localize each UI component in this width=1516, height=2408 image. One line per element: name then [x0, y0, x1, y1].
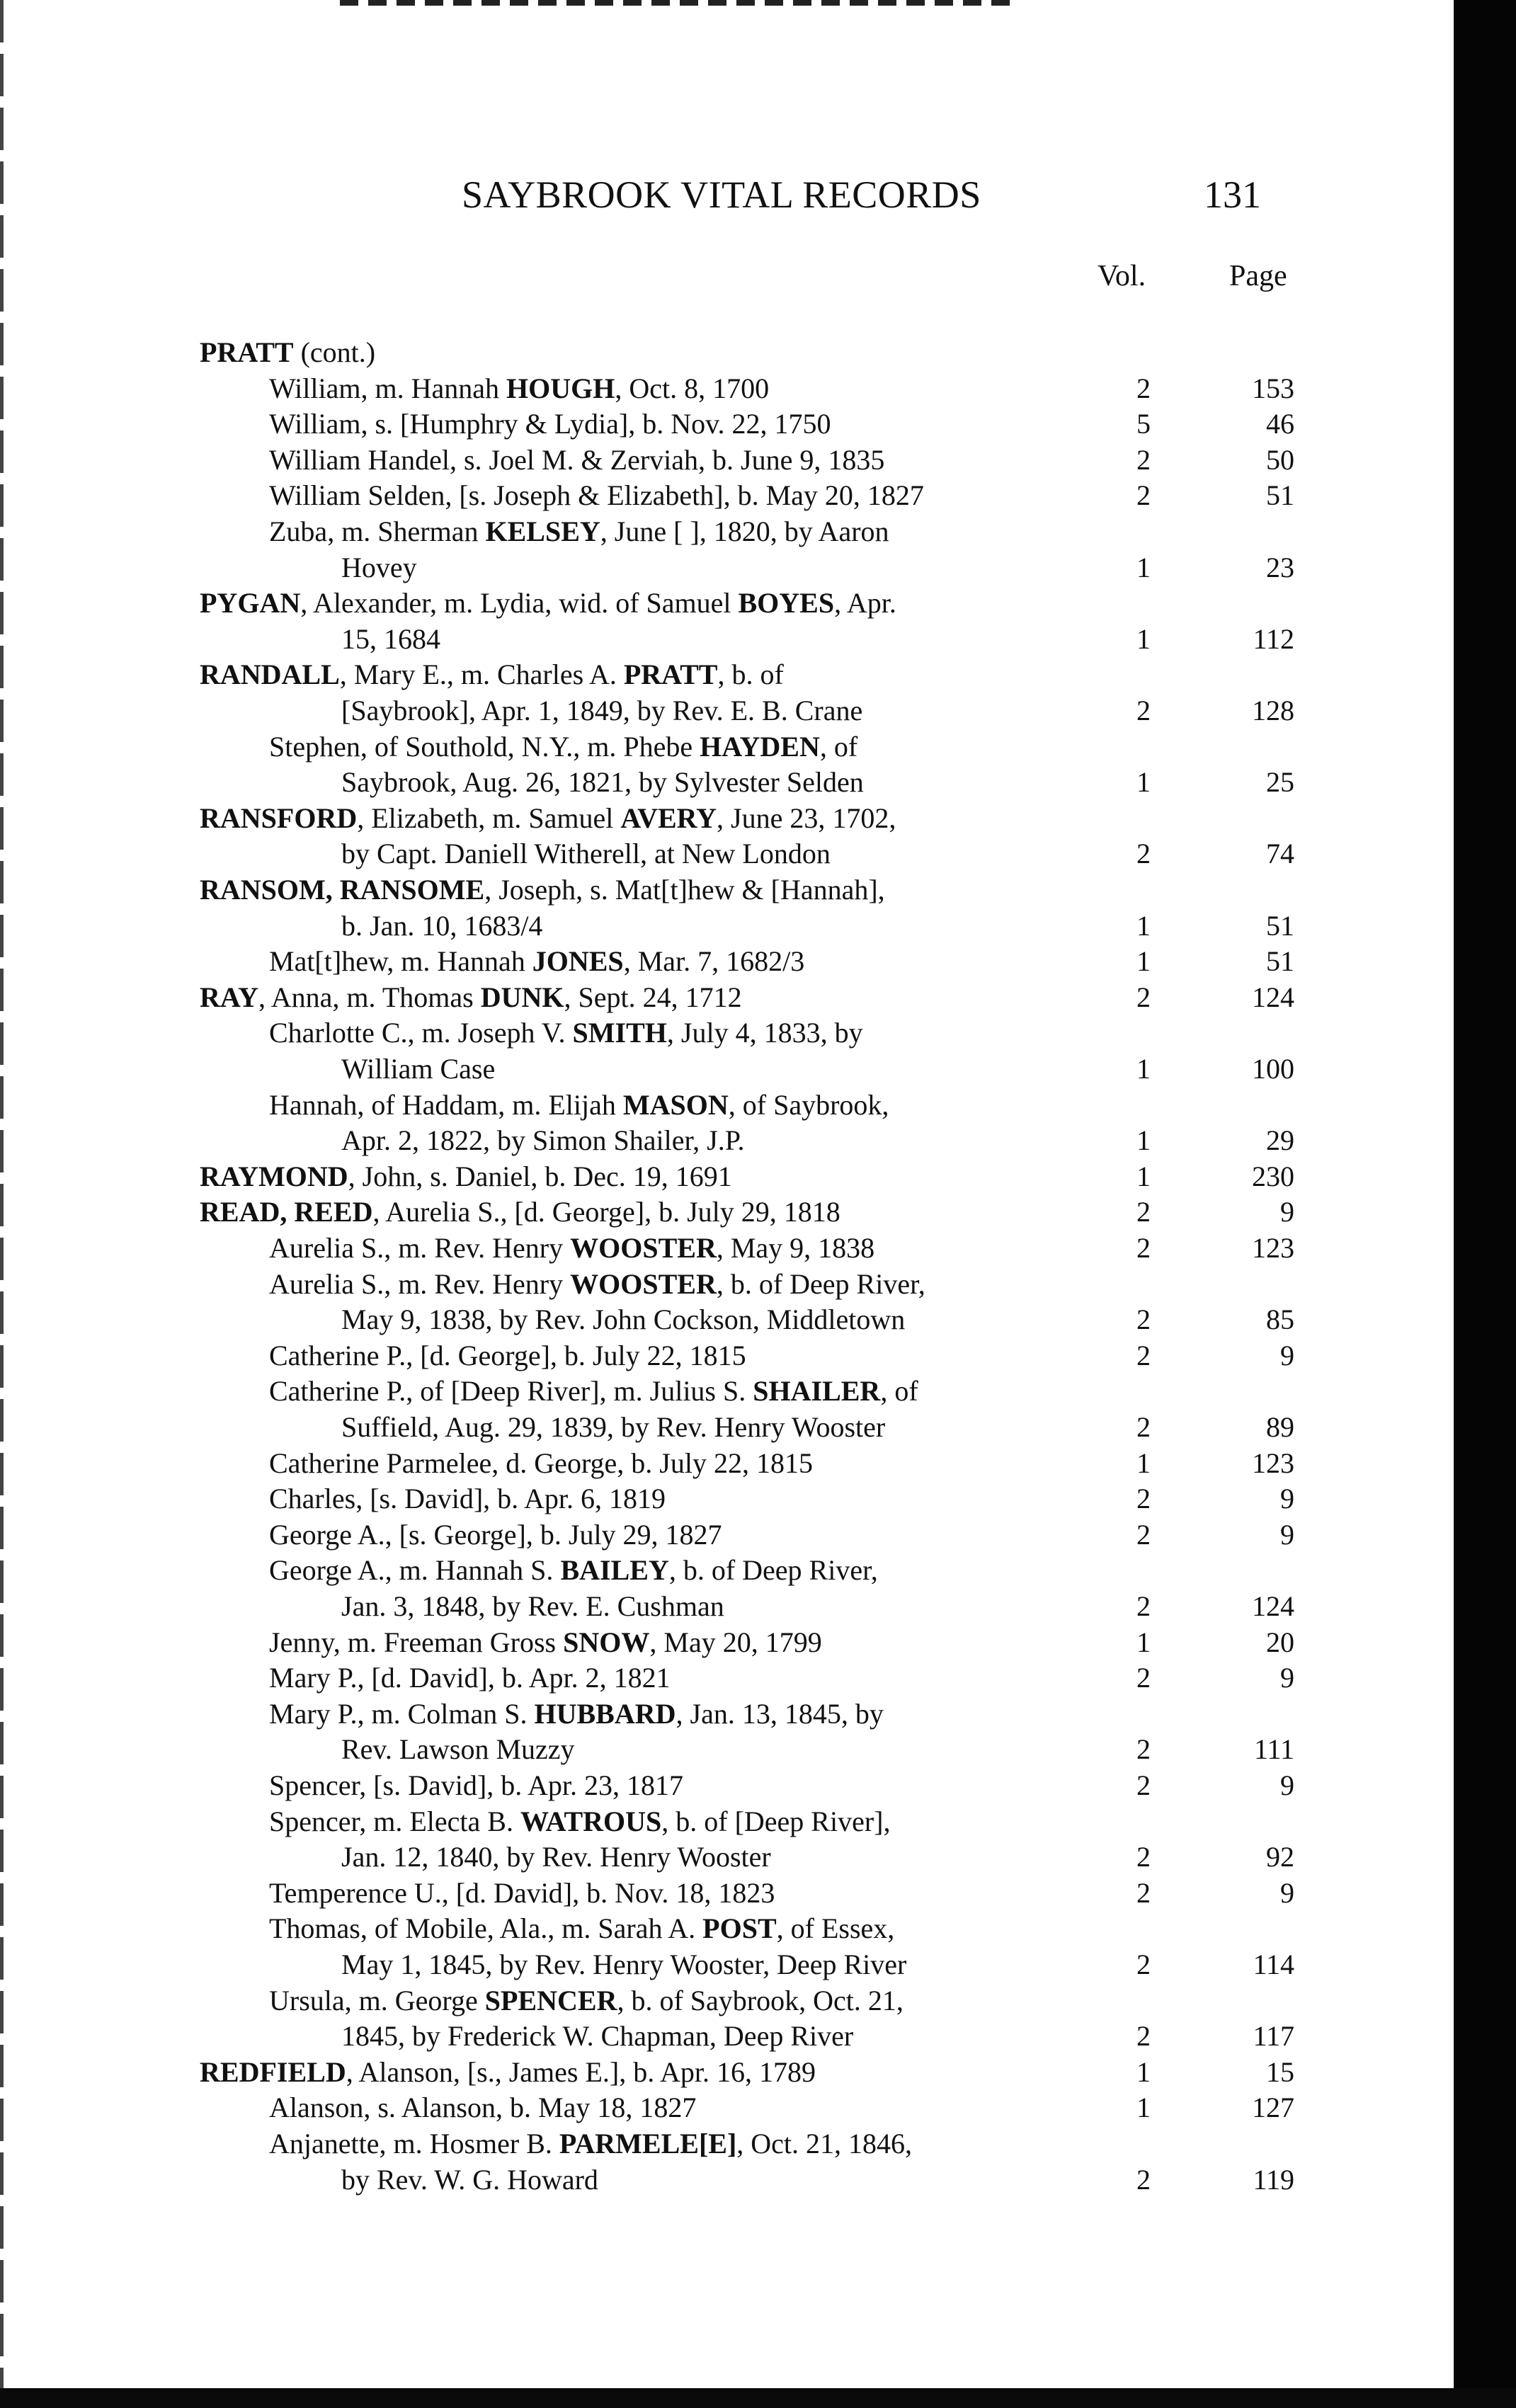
record-text — [200, 979, 742, 1016]
record-text-segment: , b. of [Deep River], — [661, 1805, 891, 1837]
record-text — [269, 2089, 696, 2126]
record-text — [341, 764, 864, 801]
record-text-segment: , of — [880, 1375, 918, 1407]
record-line — [0, 1409, 1516, 1446]
page-reference: 89 — [1266, 1411, 1294, 1443]
record-line — [0, 764, 1516, 801]
record-line — [0, 585, 1516, 622]
volume-number: 1 — [1136, 1160, 1151, 1192]
record-text-segment: Aurelia S., m. Rev. Henry — [269, 1232, 571, 1264]
record-text-segment: Anjanette, m. Hosmer B. — [269, 2128, 559, 2159]
surname: SHAILER — [753, 1375, 881, 1407]
page-reference: 9 — [1280, 1483, 1294, 1514]
record-text-segment: George A., m. Hannah S. — [269, 1554, 561, 1586]
record-text — [269, 1624, 822, 1661]
record-line — [0, 2054, 1516, 2091]
page-reference: 111 — [1253, 1733, 1294, 1765]
record-line — [0, 1373, 1516, 1410]
record-text-segment: Temperence U., [d. David], b. Nov. 18, 1823 — [269, 1877, 775, 1909]
page-reference: 100 — [1252, 1053, 1294, 1085]
record-text-segment: Catherine P., [d. George], b. July 22, 1815 — [269, 1340, 746, 1371]
record-text — [269, 1552, 878, 1589]
record-line — [0, 1803, 1516, 1840]
record-line — [0, 621, 1516, 658]
record-text-segment: Spencer, [s. David], b. Apr. 23, 1817 — [269, 1769, 683, 1801]
page-reference: 29 — [1266, 1124, 1294, 1156]
volume-number: 1 — [1136, 1626, 1151, 1658]
record-text-segment: (cont.) — [293, 336, 376, 368]
record-text — [269, 1767, 683, 1804]
record-text-segment: 15, 1684 — [341, 623, 440, 655]
surname: DUNK — [480, 981, 564, 1013]
record-text-segment: [Saybrook], Apr. 1, 1849, by Rev. E. B. Crane — [341, 695, 863, 726]
record-text-segment: Saybrook, Aug. 26, 1821, by Sylvester Selden — [341, 766, 864, 798]
record-line — [0, 2018, 1516, 2055]
record-line — [0, 1839, 1516, 1876]
surname: MASON — [622, 1089, 729, 1121]
record-text-segment: William, s. [Humphry & Lydia], b. Nov. 22, 1750 — [269, 408, 831, 440]
record-line — [0, 1337, 1516, 1374]
record-text-segment: Stephen, of Southold, N.Y., m. Phebe — [269, 731, 700, 763]
volume-number: 2 — [1136, 1841, 1151, 1873]
surname: RANSOM, RANSOME — [200, 874, 485, 906]
record-text-segment: Ursula, m. George — [269, 1985, 485, 2016]
volume-number: 1 — [1136, 552, 1151, 583]
page-reference: 51 — [1266, 910, 1294, 942]
surname: RAYMOND — [200, 1160, 348, 1192]
record-text — [341, 1731, 575, 1768]
record-text-segment: , June 23, 1702, — [717, 802, 896, 834]
record-line — [0, 1767, 1516, 1804]
record-text — [200, 800, 896, 837]
page-reference: 230 — [1252, 1160, 1294, 1192]
page-reference: 153 — [1252, 372, 1294, 404]
volume-number: 2 — [1136, 1519, 1151, 1551]
record-text — [269, 1480, 666, 1517]
surname: PYGAN — [200, 587, 301, 619]
record-line — [0, 1158, 1516, 1195]
record-text-segment: Aurelia S., m. Rev. Henry — [269, 1268, 571, 1300]
record-text — [269, 1910, 894, 1947]
record-text-segment: , Joseph, s. Mat[t]hew & [Hannah], — [484, 874, 885, 906]
volume-number: 1 — [1136, 2056, 1151, 2088]
record-text — [269, 1337, 746, 1374]
page-reference: 23 — [1266, 552, 1294, 583]
record-line — [0, 692, 1516, 729]
record-text — [269, 943, 804, 980]
surname: WOOSTER — [570, 1232, 717, 1264]
volume-number: 2 — [1136, 1948, 1151, 1980]
record-text-segment: 1845, by Frederick W. Chapman, Deep River — [341, 2020, 854, 2052]
record-text — [269, 1875, 775, 1912]
volume-number: 1 — [1136, 766, 1151, 798]
record-line — [0, 1517, 1516, 1553]
record-line — [0, 2162, 1516, 2198]
page-reference: 117 — [1253, 2020, 1294, 2052]
record-text — [269, 442, 884, 479]
surname: JONES — [532, 945, 624, 977]
volume-number: 2 — [1136, 1483, 1151, 1514]
volume-number: 2 — [1136, 981, 1151, 1013]
surname: PRATT — [623, 658, 718, 690]
record-text-segment: , Apr. — [834, 587, 896, 619]
record-line — [0, 1230, 1516, 1267]
record-text — [269, 1373, 918, 1410]
record-line — [0, 835, 1516, 872]
record-text — [341, 1122, 745, 1159]
page-reference: 46 — [1266, 408, 1294, 440]
surname: SPENCER — [484, 1985, 617, 2016]
page-reference: 15 — [1266, 2056, 1294, 2088]
record-text-segment: , Alexander, m. Lydia, wid. of Samuel — [300, 587, 739, 619]
record-line — [0, 2125, 1516, 2162]
page-reference: 127 — [1252, 2092, 1294, 2123]
record-text-segment: , Mar. 7, 1682/3 — [623, 945, 805, 977]
record-text — [269, 1517, 722, 1553]
record-text-segment: Charles, [s. David], b. Apr. 6, 1819 — [269, 1483, 666, 1514]
record-text-segment: , May 20, 1799 — [649, 1626, 822, 1658]
record-text — [200, 585, 896, 622]
record-text — [200, 656, 784, 693]
page-reference: 9 — [1280, 1877, 1294, 1909]
record-text-segment: b. Jan. 10, 1683/4 — [341, 910, 543, 942]
record-text — [269, 1982, 904, 2019]
record-text-segment: Hovey — [341, 552, 417, 583]
page-reference: 74 — [1266, 838, 1294, 869]
record-text-segment: Rev. Lawson Muzzy — [341, 1733, 575, 1765]
record-text-segment: Jenny, m. Freeman Gross — [269, 1626, 564, 1658]
record-line — [0, 656, 1516, 693]
record-text-segment: William Selden, [s. Joseph & Elizabeth], b. May 20, 1827 — [269, 479, 924, 511]
surname: RAY — [200, 981, 258, 1013]
page-reference: 51 — [1266, 945, 1294, 977]
record-line — [0, 1445, 1516, 1482]
surname: WOOSTER — [570, 1268, 717, 1300]
record-line — [0, 1194, 1516, 1231]
surname: RANDALL — [200, 658, 340, 690]
page-reference: 9 — [1280, 1662, 1294, 1694]
volume-number: 2 — [1136, 2020, 1151, 2052]
record-text-segment: , Anna, m. Thomas — [258, 981, 481, 1013]
record-text-segment: Mat[t]hew, m. Hannah — [269, 945, 532, 977]
record-text — [269, 2125, 912, 2162]
volume-number: 5 — [1136, 408, 1151, 440]
record-text — [341, 1839, 771, 1876]
record-text — [341, 1051, 495, 1088]
volume-number: 2 — [1136, 838, 1151, 869]
record-line — [0, 1875, 1516, 1912]
page-reference: 123 — [1252, 1232, 1294, 1264]
volume-number: 2 — [1136, 479, 1151, 511]
record-line — [0, 1552, 1516, 1589]
record-line — [0, 729, 1516, 765]
volume-number: 2 — [1136, 1662, 1151, 1694]
surname: HOUGH — [506, 372, 615, 404]
record-text-segment: , Jan. 13, 1845, by — [676, 1698, 884, 1730]
record-text-segment: , July 4, 1833, by — [666, 1017, 863, 1049]
record-text-segment: Jan. 12, 1840, by Rev. Henry Wooster — [341, 1841, 771, 1873]
volume-number: 1 — [1136, 2092, 1151, 2123]
record-text — [341, 908, 542, 945]
record-text-segment: Suffield, Aug. 29, 1839, by Rev. Henry Wooster — [341, 1411, 886, 1443]
surname: BAILEY — [560, 1554, 669, 1586]
page-reference: 20 — [1266, 1626, 1294, 1658]
record-text-segment: , of Saybrook, — [728, 1089, 889, 1121]
volume-number: 2 — [1136, 1733, 1151, 1765]
volume-number: 1 — [1136, 1447, 1151, 1479]
volume-number: 2 — [1136, 372, 1151, 404]
record-text-segment: , John, s. Daniel, b. Dec. 19, 1691 — [348, 1160, 732, 1192]
volume-number: 1 — [1136, 1053, 1151, 1085]
record-text-segment: , Oct. 21, 1846, — [736, 2128, 913, 2159]
record-line — [0, 1660, 1516, 1696]
record-line — [0, 872, 1516, 908]
page-reference: 50 — [1266, 444, 1294, 476]
record-text-segment: William Case — [341, 1053, 496, 1085]
record-line — [0, 1051, 1516, 1088]
surname: PRATT — [200, 336, 294, 368]
record-line — [0, 513, 1516, 550]
page-reference: 128 — [1252, 695, 1294, 726]
record-text — [269, 1266, 925, 1303]
surname: HUBBARD — [534, 1698, 676, 1730]
record-line — [0, 1946, 1516, 1983]
record-text-segment: , Aurelia S., [d. George], b. July 29, 1818 — [372, 1196, 840, 1228]
record-line — [0, 1588, 1516, 1625]
record-line — [0, 1480, 1516, 1517]
volume-number: 2 — [1136, 1769, 1151, 1801]
record-line — [0, 1087, 1516, 1124]
record-line — [0, 442, 1516, 479]
record-text — [200, 1158, 732, 1195]
record-line — [0, 2089, 1516, 2126]
record-text-segment: William Handel, s. Joel M. & Zerviah, b. June 9, 1835 — [269, 444, 885, 476]
page-number: 131 — [1204, 173, 1261, 216]
record-text — [200, 872, 885, 908]
record-text-segment: William, m. Hannah — [269, 372, 506, 404]
record-text — [341, 1588, 724, 1625]
volume-number: 2 — [1136, 1411, 1151, 1443]
record-text-segment: , Alanson, [s., James E.], b. Apr. 16, 1789 — [346, 2056, 816, 2088]
volume-number: 2 — [1136, 2164, 1151, 2196]
page-reference: 9 — [1280, 1340, 1294, 1371]
column-header-page: Page — [1229, 260, 1287, 292]
surname: KELSEY — [485, 515, 600, 547]
record-line — [0, 979, 1516, 1016]
surname: WATROUS — [520, 1805, 662, 1837]
record-text — [269, 1230, 874, 1267]
record-text — [341, 621, 440, 658]
page-reference: 92 — [1266, 1841, 1294, 1873]
record-text — [269, 1803, 890, 1840]
surname: AVERY — [620, 802, 717, 834]
volume-number: 2 — [1136, 1340, 1151, 1371]
record-text — [269, 406, 831, 443]
record-text — [200, 1194, 840, 1231]
record-text — [200, 334, 375, 371]
volume-number: 2 — [1136, 1196, 1151, 1228]
page-reference: 9 — [1280, 1519, 1294, 1551]
record-text-segment: Mary P., m. Colman S. — [269, 1698, 535, 1730]
record-text-segment: , b. of Deep River, — [716, 1268, 925, 1300]
record-text — [269, 513, 889, 550]
page-reference: 25 — [1266, 766, 1294, 798]
surname: BOYES — [738, 587, 835, 619]
record-text-segment: Charlotte C., m. Joseph V. — [269, 1017, 573, 1049]
record-text — [269, 1015, 863, 1051]
volume-number: 1 — [1136, 623, 1151, 655]
record-text-segment: Zuba, m. Sherman — [269, 515, 486, 547]
record-text-segment: , of — [819, 731, 858, 763]
record-line — [0, 1266, 1516, 1303]
column-header-vol: Vol. — [1098, 260, 1146, 292]
record-text — [269, 1087, 889, 1124]
record-line — [0, 1910, 1516, 1947]
record-text-segment: , Sept. 24, 1712 — [564, 981, 742, 1013]
page-reference: 9 — [1280, 1196, 1294, 1228]
record-line — [0, 1624, 1516, 1661]
record-text-segment: , Elizabeth, m. Samuel — [357, 802, 621, 834]
record-text-segment: , June [ ], 1820, by Aaron — [600, 515, 889, 547]
volume-number: 2 — [1136, 1232, 1151, 1264]
record-text — [269, 729, 857, 765]
record-text-segment: Apr. 2, 1822, by Simon Shailer, J.P. — [341, 1124, 745, 1156]
surname: REDFIELD — [200, 2056, 346, 2088]
volume-number: 2 — [1136, 1590, 1151, 1622]
surname: READ, REED — [200, 1196, 373, 1228]
page-reference: 114 — [1253, 1948, 1294, 1980]
record-text — [269, 370, 769, 407]
record-line — [0, 549, 1516, 586]
record-text-segment: Catherine Parmelee, d. George, b. July 22, 1815 — [269, 1447, 813, 1479]
volume-number: 1 — [1136, 910, 1151, 942]
record-text-segment: , b. of — [717, 658, 784, 690]
record-text-segment: , Mary E., m. Charles A. — [339, 658, 624, 690]
surname: POST — [702, 1912, 777, 1944]
page-reference: 124 — [1252, 981, 1294, 1013]
record-text — [269, 477, 924, 514]
record-text — [341, 2018, 853, 2055]
record-text — [341, 549, 417, 586]
record-text — [341, 835, 831, 872]
record-text — [341, 692, 862, 729]
record-text — [341, 2162, 598, 2198]
record-text — [341, 1409, 885, 1446]
record-text-segment: , May 9, 1838 — [716, 1232, 875, 1264]
record-text-segment: Jan. 3, 1848, by Rev. E. Cushman — [341, 1590, 724, 1622]
record-line — [0, 943, 1516, 980]
record-text — [200, 2054, 816, 2091]
page-reference: 51 — [1266, 479, 1294, 511]
surname: PARMELE[E] — [559, 2128, 737, 2159]
record-text-segment: Thomas, of Mobile, Ala., m. Sarah A. — [269, 1912, 703, 1944]
record-line — [0, 1696, 1516, 1733]
record-line — [0, 370, 1516, 407]
volume-number: 1 — [1136, 945, 1151, 977]
record-line — [0, 1982, 1516, 2019]
volume-number: 2 — [1136, 1877, 1151, 1909]
volume-number: 2 — [1136, 444, 1151, 476]
record-text-segment: , b. of Saybrook, Oct. 21, — [617, 1985, 904, 2016]
page-reference: 9 — [1280, 1769, 1294, 1801]
record-line — [0, 1122, 1516, 1159]
record-line — [0, 800, 1516, 837]
record-text — [341, 1946, 906, 1983]
record-line — [0, 1015, 1516, 1051]
page-reference: 112 — [1253, 623, 1294, 655]
page-title: SAYBROOK VITAL RECORDS — [462, 173, 981, 216]
surname: HAYDEN — [700, 731, 820, 763]
record-text — [269, 1660, 671, 1696]
volume-number: 2 — [1136, 1303, 1151, 1335]
record-text-segment: Catherine P., of [Deep River], m. Julius S. — [269, 1375, 753, 1407]
volume-number: 2 — [1136, 695, 1151, 726]
record-text-segment: Spencer, m. Electa B. — [269, 1805, 520, 1837]
page-reference: 85 — [1266, 1303, 1294, 1335]
record-text-segment: Hannah, of Haddam, m. Elijah — [269, 1089, 623, 1121]
record-text — [269, 1445, 813, 1482]
page-reference: 124 — [1252, 1590, 1294, 1622]
record-line — [0, 1731, 1516, 1768]
record-text-segment: May 9, 1838, by Rev. John Cockson, Middletown — [341, 1303, 906, 1335]
record-text-segment: by Rev. W. G. Howard — [341, 2164, 598, 2196]
record-line — [0, 908, 1516, 945]
record-text-segment: Mary P., [d. David], b. Apr. 2, 1821 — [269, 1662, 671, 1694]
surname: SNOW — [563, 1626, 650, 1658]
record-text-segment: , Oct. 8, 1700 — [615, 372, 770, 404]
record-text-segment: , of Essex, — [776, 1912, 895, 1944]
volume-number: 1 — [1136, 1124, 1151, 1156]
surname: SMITH — [572, 1017, 667, 1049]
record-text — [269, 1696, 884, 1733]
surname: RANSFORD — [200, 802, 358, 834]
record-line — [0, 477, 1516, 514]
record-text-segment: George A., [s. George], b. July 29, 1827 — [269, 1519, 722, 1551]
record-text-segment: by Capt. Daniell Witherell, at New London — [341, 838, 831, 869]
record-text — [341, 1301, 905, 1338]
page-reference: 119 — [1253, 2164, 1294, 2196]
record-line — [0, 334, 1516, 371]
record-text-segment: May 1, 1845, by Rev. Henry Wooster, Deep River — [341, 1948, 907, 1980]
record-text-segment: , b. of Deep River, — [668, 1554, 878, 1586]
record-line — [0, 1301, 1516, 1338]
page-reference: 123 — [1252, 1447, 1294, 1479]
record-text-segment: Alanson, s. Alanson, b. May 18, 1827 — [269, 2092, 697, 2123]
record-line — [0, 406, 1516, 443]
